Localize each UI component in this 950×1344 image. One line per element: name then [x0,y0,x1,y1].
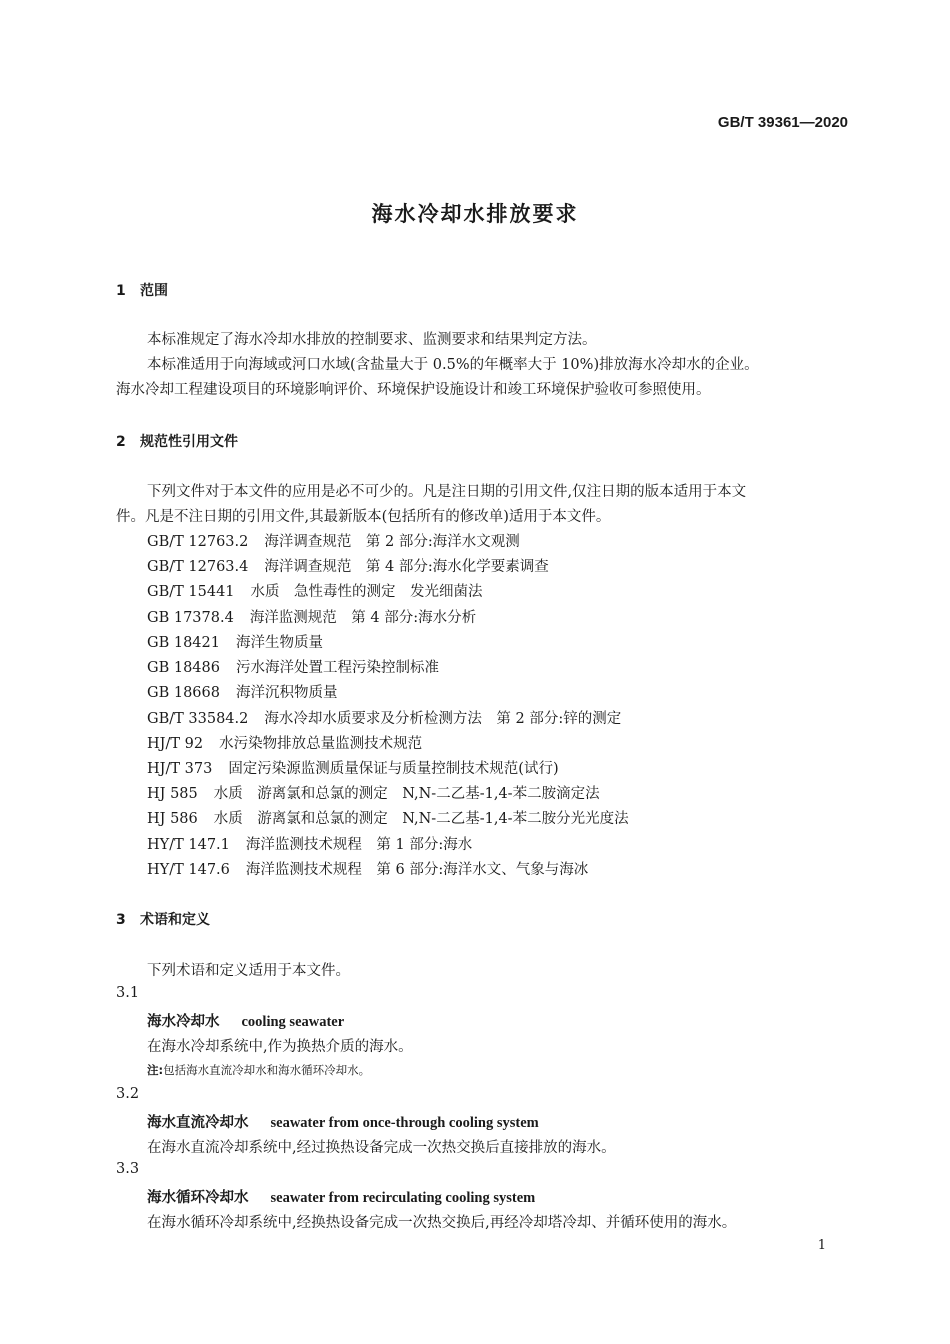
section-1-heading [116,280,168,300]
section-number: 3 [116,912,126,928]
term-number: 3.2 [116,1086,140,1102]
reference-code: GB 17378.4 [147,610,234,626]
document-title: 海水冷却水排放要求 [371,202,579,226]
reference-title: 水质 游离氯和总氯的测定 N,N-二乙基-1,4-苯二胺滴定法 [213,786,600,802]
reference-item [147,530,520,551]
reference-title: 污水海洋处置工程污染控制标准 [235,660,439,676]
reference-title: 水质 游离氯和总氯的测定 N,N-二乙基-1,4-苯二胺分光光度法 [213,811,629,827]
reference-title: 水污染物排放总量监测技术规范 [219,736,423,752]
section-number: 2 [116,434,126,450]
reference-code: GB/T 33584.2 [147,711,249,727]
reference-item [147,807,629,828]
reference-title: 海洋生物质量 [235,635,323,651]
reference-title: 海洋沉积物质量 [235,685,338,701]
reference-item [147,707,621,728]
paragraph: 本标准适用于向海域或河口水域(含盐量大于 0.5%的年概率大于 10%)排放海水冷却水的企业。 [147,357,759,373]
reference-code: GB 18668 [147,685,220,701]
reference-title: 海洋监测规范 第 4 部分:海水分析 [249,610,477,626]
page-number: 1 [817,1238,826,1253]
section-3-heading [116,909,210,929]
term-en: cooling seawater [241,1014,345,1030]
reference-item [147,555,549,576]
paragraph: 海水冷却工程建设项目的环境影响评价、环境保护设施设计和竣工环境保护验收可参照使用。 [116,382,711,398]
section-title: 规范性引用文件 [140,434,238,450]
section-2-heading [116,431,238,451]
term-number: 3.3 [116,1161,140,1177]
reference-title: 海洋监测技术规程 第 6 部分:海洋水文、气象与海冰 [245,862,589,878]
term-en: seawater from once-through cooling system [270,1115,539,1131]
reference-code: HJ 585 [147,786,198,802]
reference-title: 海洋调查规范 第 4 部分:海水化学要素调查 [264,559,549,575]
term-heading [147,1111,539,1132]
paragraph: 下列文件对于本文件的应用是必不可少的。凡是注日期的引用文件,仅注日期的版本适用于本文 [147,484,747,500]
reference-item [147,631,323,652]
reference-title: 海洋监测技术规程 第 1 部分:海水 [245,837,473,853]
reference-item [147,656,439,677]
reference-item [147,580,483,601]
term-number: 3.1 [116,985,140,1001]
standard-code: GB/T 39361—2020 [717,114,848,131]
reference-code: HY/T 147.6 [147,862,230,878]
term-definition: 在海水冷却系统中,作为换热介质的海水。 [147,1039,413,1055]
reference-code: GB 18421 [147,635,220,651]
reference-code: HJ 586 [147,811,198,827]
reference-item [147,782,600,803]
paragraph: 本标准规定了海水冷却水排放的控制要求、监测要求和结果判定方法。 [147,332,597,348]
reference-title: 固定污染源监测质量保证与质量控制技术规范(试行) [228,761,559,777]
note-text: 包括海水直流冷却水和海水循环冷却水。 [163,1063,371,1077]
reference-code: HY/T 147.1 [147,837,230,853]
reference-item [147,606,476,627]
reference-code: GB/T 15441 [147,584,235,600]
term-definition: 在海水循环冷却系统中,经换热设备完成一次热交换后,再经冷却塔冷却、并循环使用的海水。 [147,1215,737,1231]
reference-title: 海水冷却水质要求及分析检测方法 第 2 部分:锌的测定 [264,711,622,727]
section-title: 术语和定义 [140,912,210,928]
term-zh: 海水直流冷却水 [147,1115,249,1131]
reference-item [147,757,559,778]
reference-item [147,858,588,879]
section-number: 1 [116,283,126,299]
reference-code: GB 18486 [147,660,220,676]
note-label: 注: [147,1063,164,1077]
reference-code: GB/T 12763.2 [147,534,249,550]
reference-item [147,681,337,702]
term-heading [147,1186,535,1207]
term-en: seawater from recirculating cooling system [270,1190,536,1206]
reference-title: 水质 急性毒性的测定 发光细菌法 [250,584,483,600]
term-definition: 在海水直流冷却系统中,经过换热设备完成一次热交换后直接排放的海水。 [147,1140,616,1156]
term-heading [147,1010,344,1031]
reference-code: HJ/T 92 [147,736,204,752]
term-note [147,1062,370,1078]
reference-code: HJ/T 373 [147,761,213,777]
reference-item [147,732,422,753]
reference-title: 海洋调查规范 第 2 部分:海洋水文观测 [264,534,520,550]
reference-item [147,833,472,854]
term-zh: 海水循环冷却水 [147,1190,249,1206]
paragraph: 件。凡是不注日期的引用文件,其最新版本(包括所有的修改单)适用于本文件。 [116,509,611,525]
paragraph: 下列术语和定义适用于本文件。 [147,963,350,979]
section-title: 范围 [140,283,168,299]
term-zh: 海水冷却水 [147,1014,220,1030]
reference-code: GB/T 12763.4 [147,559,249,575]
